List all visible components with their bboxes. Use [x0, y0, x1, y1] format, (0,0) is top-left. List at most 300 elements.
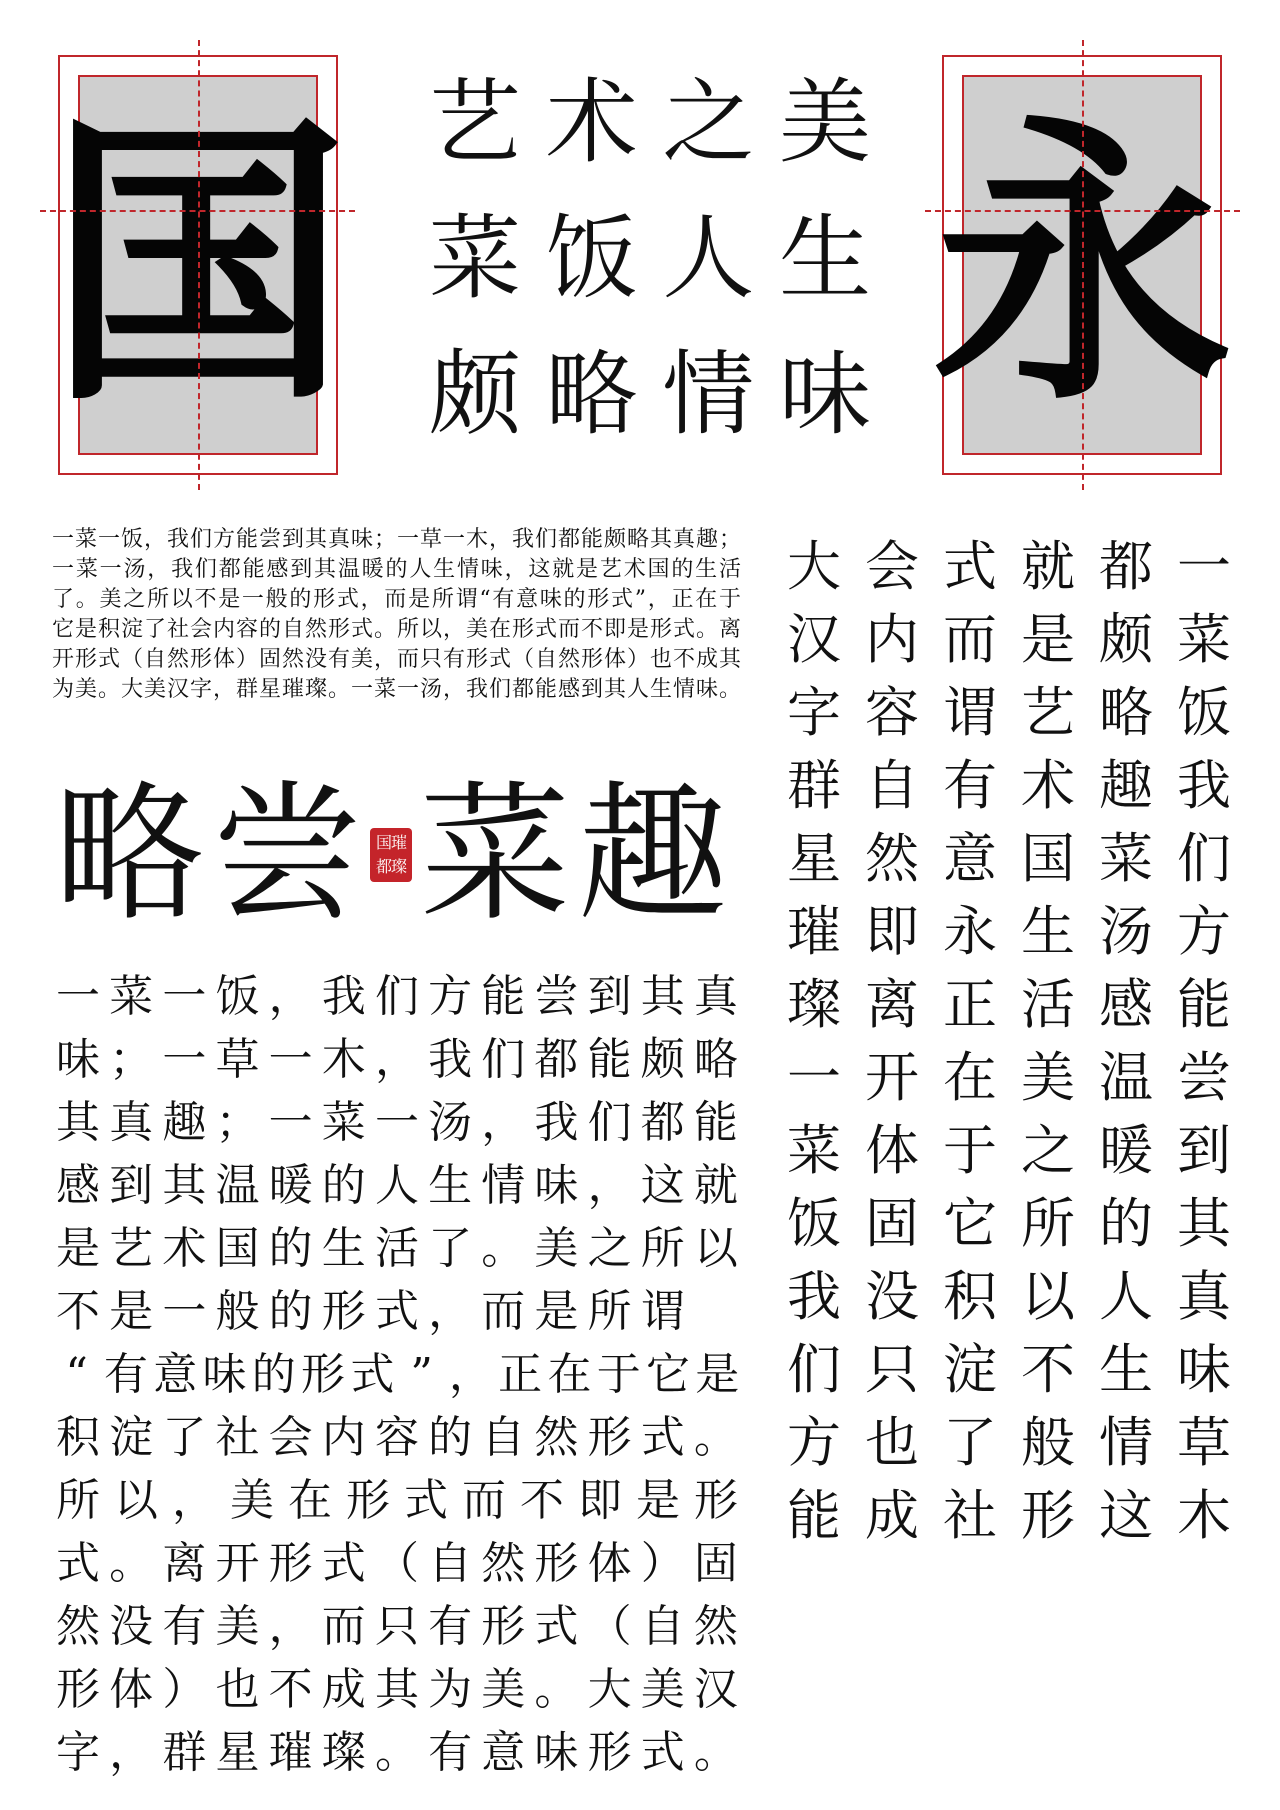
vertical-char: 略 [1099, 681, 1153, 744]
paragraph-char: 形 [587, 1727, 632, 1778]
paragraph-char: 有 [103, 1349, 148, 1400]
vertical-char: 菜 [1099, 827, 1153, 890]
heading-char: 趣 [577, 768, 728, 942]
paragraph-char: 真 [693, 971, 738, 1022]
vertical-char: 的 [1099, 1192, 1153, 1255]
paragraph-char: 味 [202, 1349, 247, 1400]
vertical-char: 饭 [1177, 681, 1231, 744]
paragraph-line [52, 1091, 742, 1154]
paragraph-char: 般 [215, 1286, 260, 1337]
vertical-column [778, 530, 850, 1552]
paragraph-line [52, 1658, 742, 1721]
left-glyph-char: 国 [48, 88, 348, 441]
vertical-char: 正 [943, 973, 997, 1036]
title-char: 生 [778, 205, 871, 312]
vertical-char: 木 [1177, 1484, 1231, 1547]
paragraph-line [52, 1280, 742, 1343]
paragraph-char: 然 [534, 1412, 579, 1463]
seal-char: 国 [375, 833, 391, 852]
vertical-char: 汉 [787, 608, 841, 671]
paragraph-char: 于 [596, 1349, 641, 1400]
vertical-char: 术 [1021, 754, 1075, 817]
vertical-char: 们 [787, 1338, 841, 1401]
title-line [420, 55, 880, 191]
paragraph-char: 其 [162, 1160, 207, 1211]
paragraph-line [52, 1532, 742, 1595]
paragraph-char: 美 [534, 1223, 579, 1274]
paragraph-char: 而 [462, 1475, 506, 1526]
vertical-char: 之 [1021, 1119, 1075, 1182]
paragraph-char: 都 [640, 1097, 685, 1148]
paragraph-char: 艺 [109, 1223, 154, 1274]
paragraph-char: 。 [481, 1223, 526, 1274]
paragraph-line [52, 1343, 742, 1406]
vertical-char: 这 [1099, 1484, 1153, 1547]
paragraph-char: 体 [109, 1664, 154, 1715]
paragraph-char: 只 [374, 1601, 419, 1652]
vertical-char: 就 [1021, 535, 1075, 598]
paragraph-char: 一 [162, 971, 207, 1022]
paragraph-char: 一 [268, 1034, 313, 1085]
paragraph-char: 趣 [162, 1097, 207, 1148]
paragraph-char: 式 [640, 1727, 685, 1778]
right-glyph-char: 永 [932, 88, 1232, 441]
heading-row [50, 760, 750, 950]
paragraph-char: 暖 [268, 1160, 313, 1211]
paragraph-char: 字 [56, 1727, 100, 1778]
vertical-char: 生 [1021, 900, 1075, 963]
paragraph-char: 的 [268, 1286, 313, 1337]
heading-char: 略 [53, 768, 204, 942]
paragraph-char: 积 [56, 1412, 100, 1463]
vertical-char: 式 [943, 535, 997, 598]
paragraph-char: 璨 [321, 1727, 366, 1778]
paragraph-char: ， [268, 971, 313, 1022]
paragraph-char: 是 [695, 1349, 740, 1400]
vertical-char: 我 [787, 1265, 841, 1328]
paragraph-char: ， [374, 1034, 419, 1085]
paragraph-char: 菜 [109, 971, 154, 1022]
vertical-char: 方 [787, 1411, 841, 1474]
paragraph-char: 这 [640, 1160, 685, 1211]
paragraph-char: 生 [428, 1160, 473, 1211]
paragraph-char: 情 [481, 1160, 526, 1211]
paragraph-char: 美 [215, 1601, 260, 1652]
paragraph-char: 固 [693, 1538, 738, 1589]
paragraph-char: 温 [215, 1160, 260, 1211]
paragraph-char: 活 [374, 1223, 419, 1274]
paragraph-char: 体 [587, 1538, 632, 1589]
title-line [420, 191, 880, 327]
paragraph-char: 在 [547, 1349, 592, 1400]
paragraph-char: 美 [640, 1664, 685, 1715]
paragraph-char: 形 [534, 1538, 579, 1589]
title-char: 之 [662, 69, 755, 176]
vertical-char: 形 [1021, 1484, 1075, 1547]
vertical-char: 般 [1021, 1411, 1075, 1474]
paragraph-char: 意 [481, 1727, 526, 1778]
vertical-char: 谓 [943, 681, 997, 744]
title-line [420, 327, 880, 463]
vertical-char: 会 [865, 535, 919, 598]
seal-char: 璨 [391, 857, 407, 876]
paragraph-char: 形 [694, 1475, 738, 1526]
vertical-char: 是 [1021, 608, 1075, 671]
paragraph-char: 形 [268, 1538, 313, 1589]
vertical-char: 社 [943, 1484, 997, 1547]
vertical-char: 了 [943, 1411, 997, 1474]
vertical-char: 我 [1177, 754, 1231, 817]
paragraph-char: 开 [215, 1538, 260, 1589]
paragraph-char: 式 [56, 1538, 100, 1589]
small-paragraph: 一菜一饭，我们方能尝到其真味；一草一木，我们都能颇略其真趣；一菜一汤，我们都能感到其温暖的人生情味，这就是艺术国的生活了。美之所以不是一般的形式，而是所谓“有意味的形式”，正在于它是积淀了社会内容的自然形式。所以，美在形式而不即是形式。离开形式（自然形体）固然没有美，而只有形式（自然形体）也不成其为美。大美汉字，群星璀璨。一菜一汤，我们都能感到其人生情味。 [52, 527, 743, 702]
paragraph-char: 是 [56, 1223, 100, 1274]
paragraph-char: 所 [640, 1223, 685, 1274]
paragraph-char: 离 [162, 1538, 207, 1589]
paragraph-char: 在 [288, 1475, 332, 1526]
vertical-char: 于 [943, 1119, 997, 1182]
vertical-char: 自 [865, 754, 919, 817]
paragraph-char: 即 [578, 1475, 622, 1526]
paragraph-char: 社 [215, 1412, 260, 1463]
vertical-char: 能 [1177, 973, 1231, 1036]
paragraph-char: 们 [587, 1097, 632, 1148]
paragraph-char: 。 [693, 1412, 738, 1463]
vertical-char: 感 [1099, 973, 1153, 1036]
paragraph-char: 形 [321, 1286, 366, 1337]
paragraph-char: 都 [534, 1034, 579, 1085]
vertical-char: 璀 [787, 900, 841, 963]
paragraph-char: 正 [498, 1349, 543, 1400]
paragraph-char: 不 [520, 1475, 564, 1526]
paragraph-char: 尝 [534, 971, 579, 1022]
paragraph-char: ； [109, 1034, 154, 1085]
paragraph-char: 人 [374, 1160, 419, 1211]
paragraph-char: 然 [481, 1538, 526, 1589]
vertical-char: 大 [787, 535, 841, 598]
paragraph-char: 没 [109, 1601, 154, 1652]
paragraph-char: 式 [350, 1349, 395, 1400]
vertical-char: 都 [1099, 535, 1153, 598]
heading-char: 尝 [211, 768, 362, 942]
vertical-char: 容 [865, 681, 919, 744]
vertical-char: 趣 [1099, 754, 1153, 817]
paragraph-char: 式 [404, 1475, 448, 1526]
paragraph-char: 了 [162, 1412, 207, 1463]
paragraph-char: ， [109, 1727, 154, 1778]
vertical-char: 人 [1099, 1265, 1153, 1328]
paragraph-char: 自 [640, 1601, 685, 1652]
paragraph-char: 一 [162, 1034, 207, 1085]
title-char: 菜 [428, 205, 521, 312]
vertical-char: 内 [865, 608, 919, 671]
paragraph-char: 一 [162, 1286, 207, 1337]
vertical-char: 一 [1177, 535, 1231, 598]
paragraph-char: 生 [321, 1223, 366, 1274]
paragraph-char: 会 [268, 1412, 313, 1463]
paragraph-char: 味 [56, 1034, 100, 1085]
paragraph-char: 。 [534, 1664, 579, 1715]
paragraph-char: 谓 [640, 1286, 685, 1337]
paragraph-char: 是 [534, 1286, 579, 1337]
paragraph-char: 真 [109, 1097, 154, 1148]
title-char: 术 [545, 69, 638, 176]
paragraph-char: 汤 [428, 1097, 473, 1148]
left-guide-vertical [198, 40, 200, 490]
paragraph-char: 感 [56, 1160, 100, 1211]
paragraph-char: 是 [636, 1475, 680, 1526]
title-char: 味 [778, 341, 871, 448]
paragraph-char: 然 [693, 1601, 738, 1652]
paragraph-char: 式 [374, 1286, 419, 1337]
vertical-text [778, 530, 1238, 1775]
paragraph-char: ” [410, 1349, 433, 1400]
paragraph-char: 菜 [321, 1097, 366, 1148]
paragraph-char: 成 [321, 1664, 366, 1715]
paragraph-char: ； [215, 1097, 260, 1148]
vertical-char: 颇 [1099, 608, 1153, 671]
vertical-char: 字 [787, 681, 841, 744]
paragraph-char: 以 [693, 1223, 738, 1274]
paragraph-line [52, 1217, 742, 1280]
paragraph-char: 略 [693, 1034, 738, 1085]
vertical-char: 永 [943, 900, 997, 963]
main-paragraph [52, 965, 742, 1784]
vertical-char: 能 [787, 1484, 841, 1547]
vertical-char: 意 [943, 827, 997, 890]
vertical-char: 然 [865, 827, 919, 890]
vertical-column [1012, 530, 1084, 1552]
paragraph-char: 内 [321, 1412, 366, 1463]
vertical-char: 淀 [943, 1338, 997, 1401]
paragraph-char: 。 [374, 1727, 419, 1778]
seal-stamp [370, 828, 412, 882]
paragraph-char: 能 [693, 1097, 738, 1148]
vertical-column [856, 530, 928, 1552]
title-char: 美 [778, 69, 871, 176]
paragraph-char: 淀 [109, 1412, 154, 1463]
paragraph-char: 群 [162, 1727, 207, 1778]
vertical-char: 群 [787, 754, 841, 817]
vertical-char: 草 [1177, 1411, 1231, 1474]
paragraph-line [52, 1721, 742, 1784]
paragraph-char: 所 [56, 1475, 100, 1526]
paragraph-char: 味 [534, 1727, 579, 1778]
paragraph-char: ） [162, 1664, 207, 1715]
paragraph-char: 的 [251, 1349, 296, 1400]
paragraph-char: 一 [56, 971, 100, 1022]
paragraph-char: 汉 [693, 1664, 738, 1715]
vertical-char: 国 [1021, 827, 1075, 890]
paragraph-char: 美 [481, 1664, 526, 1715]
vertical-char: 只 [865, 1338, 919, 1401]
paragraph-line [52, 965, 742, 1028]
paragraph-char: 形 [56, 1664, 100, 1715]
paragraph-char: ， [448, 1349, 493, 1400]
paragraph-char: 式 [534, 1601, 579, 1652]
title-char: 情 [662, 341, 755, 448]
paragraph-char: ， [268, 1601, 313, 1652]
vertical-char: 真 [1177, 1265, 1231, 1328]
paragraph-char: 有 [428, 1727, 473, 1778]
vertical-char: 们 [1177, 827, 1231, 890]
paragraph-char: 式 [640, 1412, 685, 1463]
paragraph-char: 一 [268, 1097, 313, 1148]
paragraph-char: 而 [481, 1286, 526, 1337]
paragraph-char: ， [481, 1097, 526, 1148]
paragraph-char: 一 [374, 1097, 419, 1148]
paragraph-char: 。 [109, 1538, 154, 1589]
vertical-char: 菜 [787, 1119, 841, 1182]
vertical-char: 璨 [787, 973, 841, 1036]
paragraph-char: 它 [646, 1349, 691, 1400]
paragraph-line [52, 1469, 742, 1532]
paragraph-char: 意 [153, 1349, 198, 1400]
vertical-char: 体 [865, 1119, 919, 1182]
paragraph-char: 形 [481, 1601, 526, 1652]
paragraph-char: 味 [534, 1160, 579, 1211]
vertical-char: 菜 [1177, 608, 1231, 671]
paragraph-char: ， [172, 1475, 216, 1526]
paragraph-char: 。 [693, 1727, 738, 1778]
paragraph-char: 方 [428, 971, 473, 1022]
paragraph-char: ， [428, 1286, 473, 1337]
paragraph-char: ， [587, 1160, 632, 1211]
vertical-char: 温 [1099, 1046, 1153, 1109]
paragraph-char: 们 [481, 1034, 526, 1085]
paragraph-char: 我 [321, 971, 366, 1022]
vertical-char: 开 [865, 1046, 919, 1109]
paragraph-line [52, 1406, 742, 1469]
paragraph-char: 草 [215, 1034, 260, 1085]
paragraph-char: 有 [428, 1601, 473, 1652]
paragraph-char: 其 [374, 1664, 419, 1715]
vertical-column [934, 530, 1006, 1552]
paragraph-char: 能 [481, 971, 526, 1022]
paragraph-line [52, 1595, 742, 1658]
title-char: 人 [662, 205, 755, 312]
paragraph-char: 就 [693, 1160, 738, 1211]
heading-char: 菜 [419, 768, 570, 942]
vertical-char: 生 [1099, 1338, 1153, 1401]
vertical-char: 方 [1177, 900, 1231, 963]
paragraph-char: 所 [587, 1286, 632, 1337]
paragraph-char: 自 [481, 1412, 526, 1463]
vertical-char: 离 [865, 973, 919, 1036]
vertical-char: 而 [943, 608, 997, 671]
paragraph-char: 了 [428, 1223, 473, 1274]
paragraph-char: 而 [321, 1601, 366, 1652]
paragraph-char: 星 [215, 1727, 260, 1778]
vertical-char: 味 [1177, 1338, 1231, 1401]
vertical-char: 所 [1021, 1192, 1075, 1255]
title-char: 艺 [428, 69, 521, 176]
paragraph-char: 们 [374, 971, 419, 1022]
vertical-char: 到 [1177, 1119, 1231, 1182]
paragraph-char: 到 [587, 971, 632, 1022]
vertical-char: 饭 [787, 1192, 841, 1255]
paragraph-char: 的 [428, 1412, 473, 1463]
vertical-char: 也 [865, 1411, 919, 1474]
seal-char: 都 [375, 857, 391, 876]
vertical-char: 艺 [1021, 681, 1075, 744]
paragraph-char: 以 [114, 1475, 158, 1526]
paragraph-char: 能 [587, 1034, 632, 1085]
vertical-char: 尝 [1177, 1046, 1231, 1109]
paragraph-char: 有 [162, 1601, 207, 1652]
paragraph-char: 大 [587, 1664, 632, 1715]
paragraph-char: 自 [428, 1538, 473, 1589]
paragraph-char: 然 [56, 1601, 100, 1652]
paragraph-char: 美 [230, 1475, 274, 1526]
vertical-char: 以 [1021, 1265, 1075, 1328]
paragraph-char: 的 [268, 1223, 313, 1274]
paragraph-char: （ [587, 1601, 632, 1652]
paragraph-char: 形 [587, 1412, 632, 1463]
paragraph-char: 术 [162, 1223, 207, 1274]
paragraph-char: （ [374, 1538, 419, 1589]
paragraph-char: 颇 [640, 1034, 685, 1085]
paragraph-char: 容 [374, 1412, 419, 1463]
paragraph-char: 我 [534, 1097, 579, 1148]
title-char: 颇 [428, 341, 521, 448]
paragraph-char [690, 1280, 742, 1343]
paragraph-char: 其 [640, 971, 685, 1022]
paragraph-char: 也 [215, 1664, 260, 1715]
paragraph-char: ） [640, 1538, 685, 1589]
paragraph-char: 的 [321, 1160, 366, 1211]
paragraph-char: 不 [268, 1664, 313, 1715]
paragraph-char: 为 [428, 1664, 473, 1715]
vertical-char: 成 [865, 1484, 919, 1547]
paragraph-char: 木 [321, 1034, 366, 1085]
vertical-char: 汤 [1099, 900, 1153, 963]
paragraph-line [52, 1154, 742, 1217]
paragraph-char: 其 [56, 1097, 100, 1148]
vertical-char: 固 [865, 1192, 919, 1255]
paragraph-char: 形 [346, 1475, 390, 1526]
title-char: 略 [545, 341, 638, 448]
vertical-char: 一 [787, 1046, 841, 1109]
vertical-char: 星 [787, 827, 841, 890]
vertical-char: 积 [943, 1265, 997, 1328]
vertical-column [1090, 530, 1162, 1552]
vertical-char: 有 [943, 754, 997, 817]
paragraph-char: 国 [215, 1223, 260, 1274]
vertical-char: 它 [943, 1192, 997, 1255]
seal-char: 璀 [391, 833, 407, 852]
vertical-char: 暖 [1099, 1119, 1153, 1182]
paragraph-line [52, 1028, 742, 1091]
vertical-char: 即 [865, 900, 919, 963]
paragraph-char: 我 [428, 1034, 473, 1085]
paragraph-char: 式 [321, 1538, 366, 1589]
vertical-char: 情 [1099, 1411, 1153, 1474]
paragraph-char: 璀 [268, 1727, 313, 1778]
vertical-char: 不 [1021, 1338, 1075, 1401]
title-char: 饭 [545, 205, 638, 312]
vertical-char: 没 [865, 1265, 919, 1328]
paragraph-char: 不 [56, 1286, 100, 1337]
paragraph-char: “ [65, 1349, 88, 1400]
right-guide-vertical [1082, 40, 1084, 490]
paragraph-char: 是 [109, 1286, 154, 1337]
vertical-char: 其 [1177, 1192, 1231, 1255]
paragraph-char: 到 [109, 1160, 154, 1211]
vertical-char: 美 [1021, 1046, 1075, 1109]
vertical-char: 活 [1021, 973, 1075, 1036]
vertical-column [1168, 530, 1240, 1552]
